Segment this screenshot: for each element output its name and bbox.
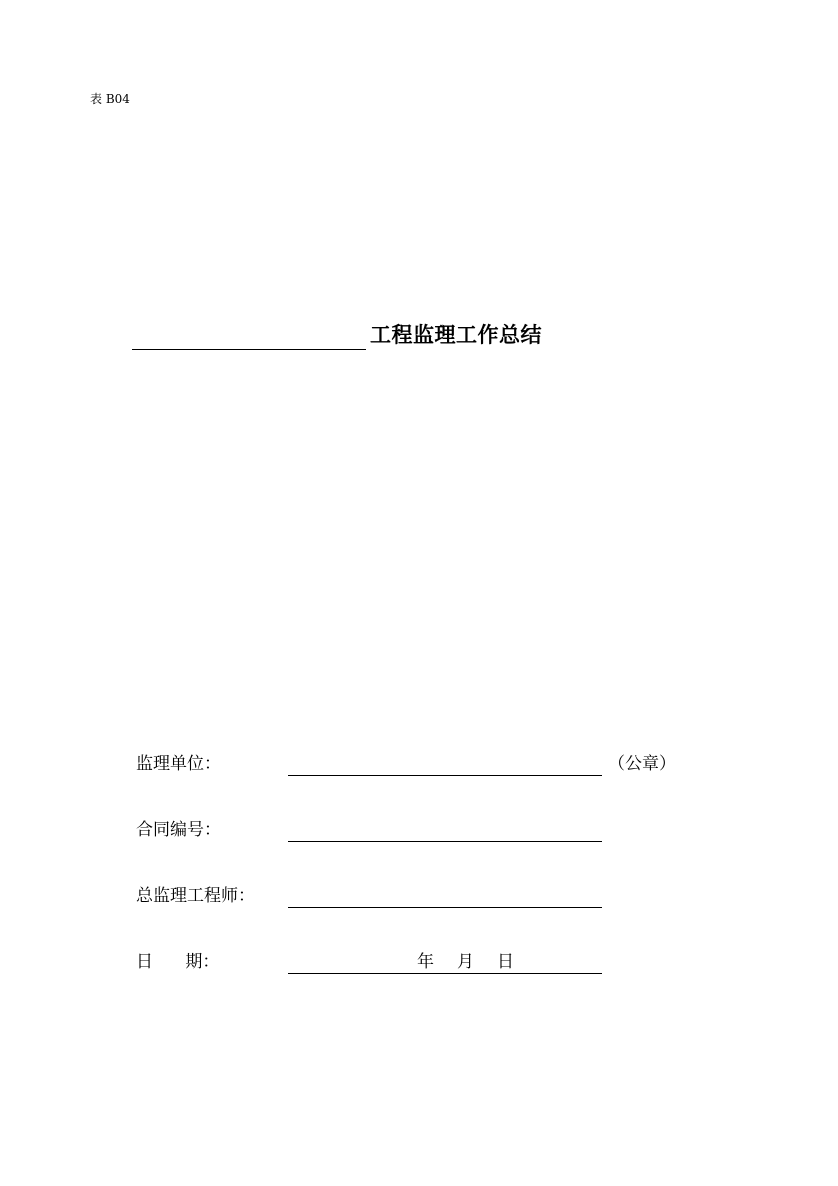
date-year-label: 年 <box>417 952 434 972</box>
contract-number-row <box>136 817 696 845</box>
supervision-unit-row <box>136 751 696 779</box>
chief-engineer-blank-line[interactable] <box>288 907 602 908</box>
project-name-blank-line[interactable] <box>132 322 366 350</box>
date-label: 日 期： <box>136 952 220 972</box>
chief-engineer-row <box>136 883 696 911</box>
date-day-label: 日 <box>497 952 514 972</box>
date-blank-line[interactable] <box>288 973 602 974</box>
contract-number-blank-line[interactable] <box>288 841 602 842</box>
title-row <box>132 318 542 350</box>
date-month-label: 月 <box>457 952 474 972</box>
form-code: 表 B04 <box>90 92 130 106</box>
supervision-unit-label: 监理单位： <box>136 754 221 774</box>
contract-number-label: 合同编号： <box>136 820 221 840</box>
date-row <box>136 949 696 977</box>
official-seal-note: （公章） <box>608 754 676 774</box>
document-title: 工程监理工作总结 <box>370 323 542 347</box>
chief-engineer-label: 总监理工程师： <box>136 886 255 906</box>
supervision-unit-blank-line[interactable] <box>288 775 602 776</box>
